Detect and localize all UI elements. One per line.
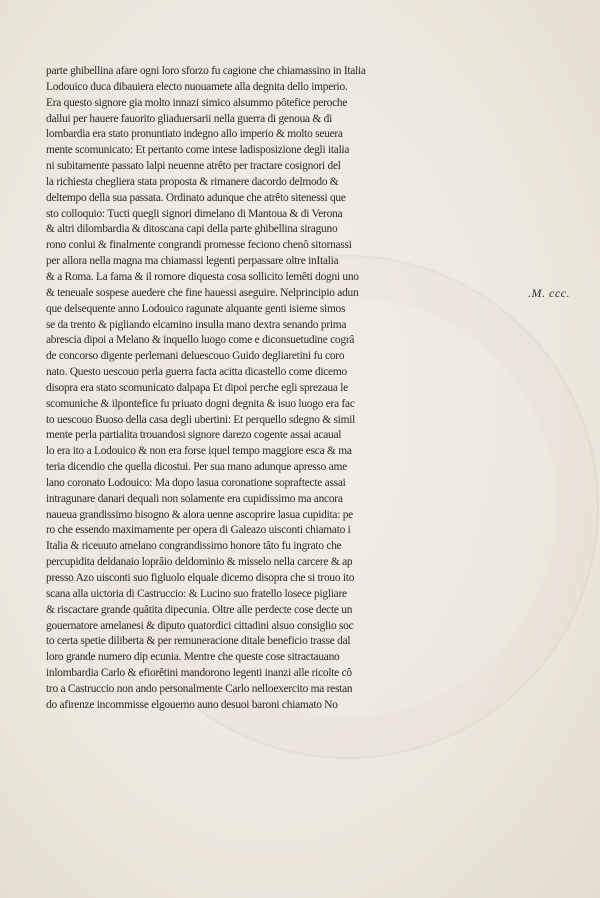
text-line: teria dicendio che quella dicostui. Per sua mano adunque apresso ame [46,461,347,474]
text-line: to uescouo Buoso della casa degli ubertini: Et perquello sdegno & simil [46,413,356,426]
text-line: de concorso digente perlemani deluescouo Guido degliaretini fu coro [46,350,345,363]
text-line: scomuniche & ilpontefice fu priuato dogni degnita & isuo luogo era fac [46,397,355,410]
text-line: & altri dilombardia & ditoscana capi della parte ghibellina siraguno [46,223,338,236]
text-line: abrescia dipoi a Melano & inquello luogo come e diconsuetudine cogrâ [46,334,355,347]
text-line: se da trento & pigliando elcamino insulla mano dextra senando prima [46,318,347,331]
text-line: mente scomunicato: Et pertanto come intese ladisposizione degli italia [46,144,350,157]
text-line: scana alla uictoria di Castruccio: & Lucino suo fratello losece pigliare [46,587,347,600]
text-line: ro che essendo maximamente per opera di Galeazo uisconti chiamato i [46,524,351,537]
text-line: & teneuale sospese auedere che fine hauessi aseguire. Nelprincipio adun [46,286,359,299]
text-line: la richiesta chegliera stata proposta & rimanere dacordo delmodo & [46,175,339,188]
text-line: loro grande numero dip ecunia. Mentre che queste cose sitractauano [46,651,340,664]
text-line: ni subitamente passato lalpi neuenne atrêto per tractare cosignori del [46,160,341,173]
text-line: Italia & riceuuto amelano congrandissimo honore tâto fu ingrato che [46,540,342,553]
text-line: disopra era stato scomunicato dalpapa Et dipoi perche egli sprezaua le [46,381,348,394]
text-line: nato. Questo uescouo perla guerra facta acitta dicastello come dicemo [46,366,347,379]
text-line: naueua grandissimo bisogno & alora uenne ascoprire lasua cupidita: pe [46,508,353,521]
text-line: lombardia era stato pronuntiato indegno allo imperio & molto seuera [46,128,343,141]
text-line: do afirenze incommisse elgouerno auno desuoi baroni chiamato No [46,698,338,711]
text-line: presso Azo uisconti suo figluolo elquale dicemo disopra che si trouo ito [46,572,355,584]
text-line: que delsequente anno Lodouico ragunate alquante genti isieme simos [46,302,346,315]
text-line: lano coronato Lodouico: Ma dopo lasua coronatione sopraftecte assai [46,476,346,489]
text-line: gouernatore amelanesi & diputo quatordici cittadini alsuo consiglio soc [46,619,354,632]
text-line: Era questo signore gia molto innazi simico alsummo pôtefice peroche [46,96,348,109]
text-line: to certa spetie diliberta & per remuneracione ditale beneficio trasse dal [46,635,351,648]
margin-note: .M. ccc. [528,286,570,300]
text-line: inlombardia Carlo & efiorêtini mandorono legenti inanzi alle ricolte cô [46,667,352,680]
text-line: intragunare danari dequali non solamente era cupidissimo ma ancora [46,492,343,505]
text-line: Lodouico duca dibauiera electo nuouamete alla degnita dello imperio. [46,80,348,93]
text-line: deltempo della sua passata. Ordinato adunque che atrêto sitenessi que [46,191,346,204]
text-column [46,64,446,714]
text-line: per allora nella magna ma chiamassi legenti perpassare oltre inItalia [46,255,339,268]
text-line: parte ghibellina afare ogni loro sforzo fu cagione che chiamassino in Italia [46,65,366,77]
text-line: & riscactare grande quâtita dipecunia. Oltre alle perdecte cose decte un [46,603,353,616]
text-line: sto colloquio: Tucti quegli signori dimelano di Mantoua & di Verona [46,207,343,220]
text-line: mente perla partialita trouandosi signore darezo cogente assai acaual [46,429,342,442]
text-line: tro a Castruccio non ando personalmente Carlo nelloexercito ma restan [46,682,353,695]
text-line: percupidita deldanaio loprâio deldominio & misselo nella carcere & ap [46,556,353,569]
text-line: rono conlui & finalmente congrandi promesse feciono chenô sitornassi [46,239,352,252]
text-line: lo era ito a Lodouico & non era forse iquel tempo maggiore esca & ma [46,445,352,458]
text-line: dallui per hauere fauorito gliaduersarii nella guerra di genoua & di [46,112,332,125]
text-line: & a Roma. La fama & il romore diquesta cosa sollicito lemêti dogni uno [46,270,359,283]
